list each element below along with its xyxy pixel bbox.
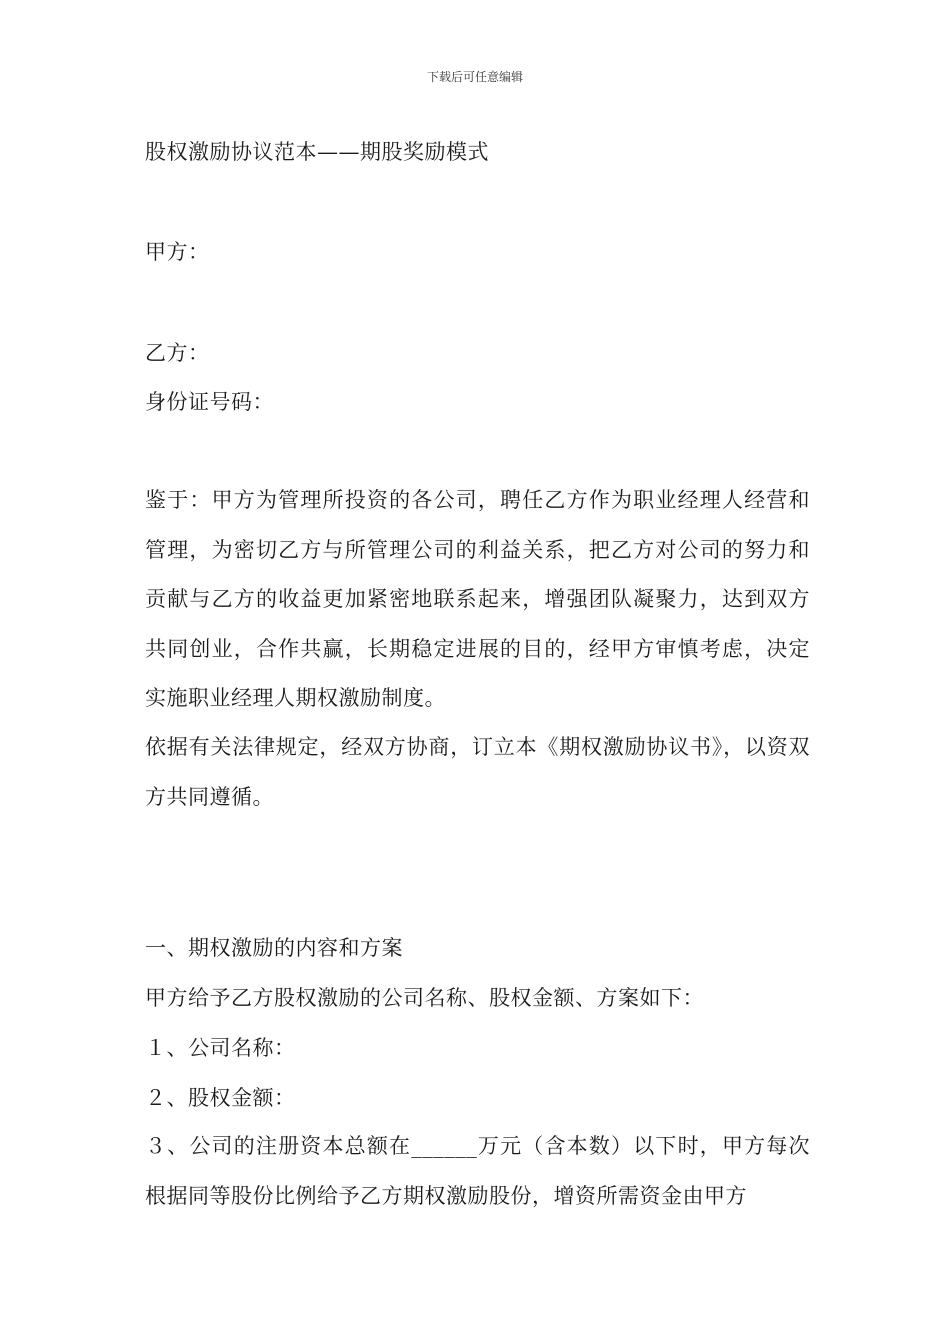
document-title: 股权激励协议范本——期股奖励模式 (145, 140, 489, 164)
recital-paragraph: 鉴于：甲方为管理所投资的各公司，聘任乙方作为职业经理人经营和管理，为密切乙方与所管理公司的利益关系，把乙方对公司的努力和贡献与乙方的收益更加紧密地联系起来，增强团队凝聚力，达到双方共同创业，合作共赢，长期稳定进展的目的，经甲方审慎考虑，决定实施职业经理人期权激励制度。 (145, 488, 810, 710)
list-item-company-name: １、公司名称： (145, 1036, 296, 1060)
header-note: 下载后可任意编辑 (426, 70, 523, 84)
list-item-registered-capital: ３、公司的注册资本总额在______万元（含本数）以下时，甲方每次根据同等股份比例给予乙方期权激励股份，增资所需资金由甲方 (145, 1134, 810, 1208)
party-b-label: 乙方： (145, 341, 210, 365)
list-item-equity-amount: ２、股权金额： (145, 1086, 296, 1110)
basis-paragraph: 依据有关法律规定，经双方协商，订立本《期权激励协议书》，以资双方共同遵循。 (145, 735, 810, 809)
party-a-label: 甲方： (145, 240, 210, 264)
section-heading: 一、期权激励的内容和方案 (145, 936, 403, 960)
section-intro: 甲方给予乙方股权激励的公司名称、股权金额、方案如下： (145, 986, 704, 1010)
id-number-label: 身份证号码： (145, 390, 274, 414)
